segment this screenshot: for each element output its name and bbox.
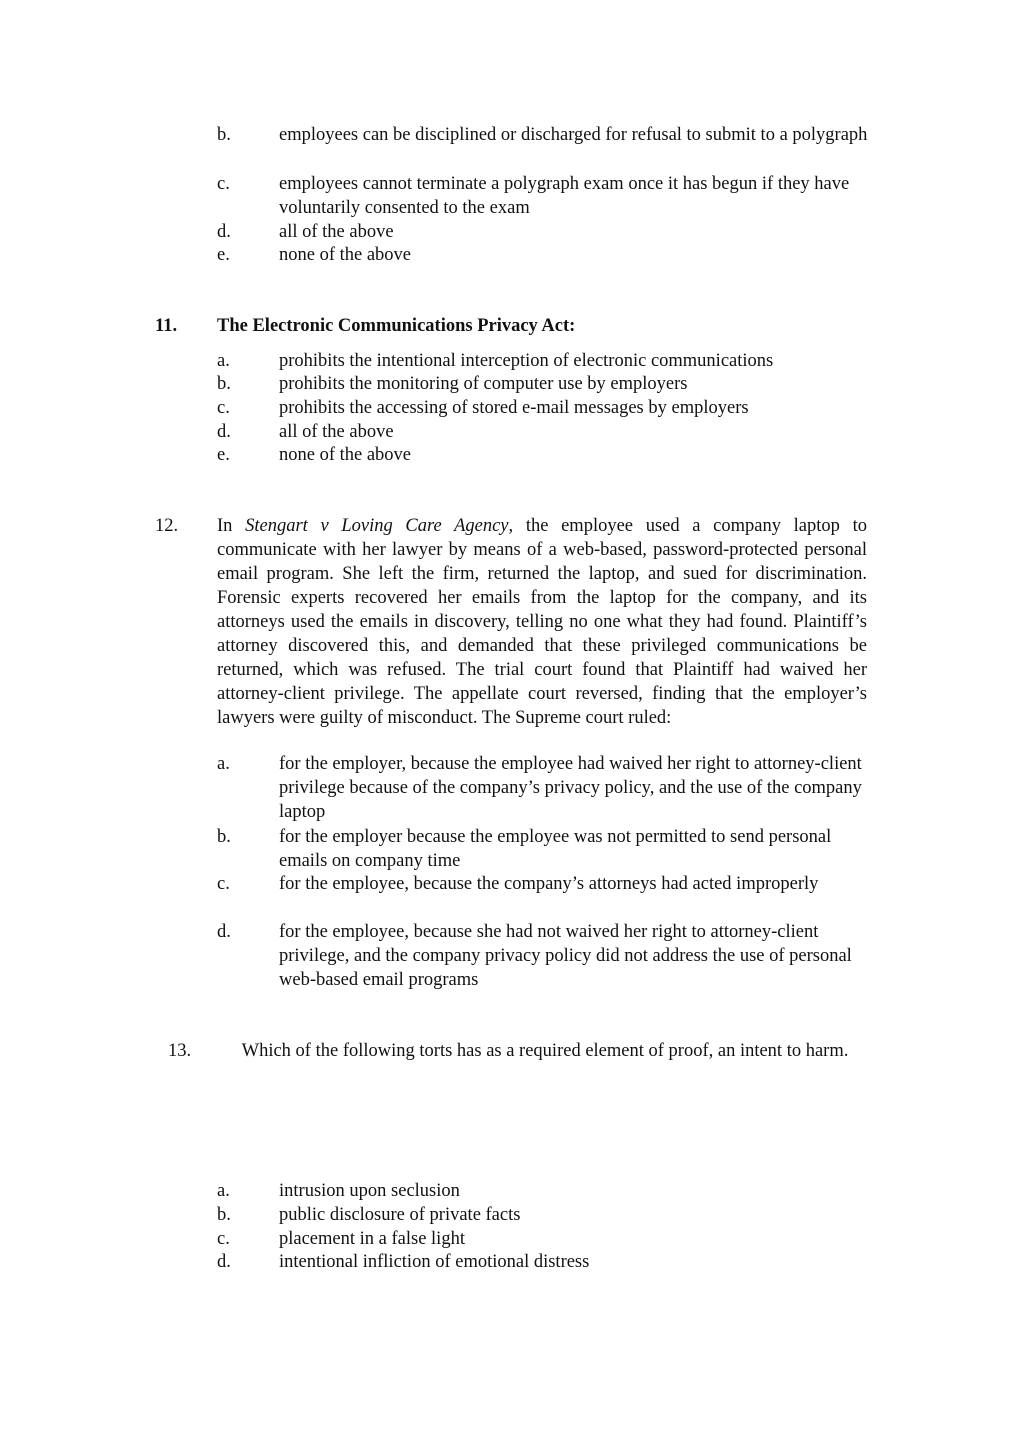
option-letter: d. xyxy=(217,1252,231,1272)
option-text: prohibits the intentional interception of electronic communications xyxy=(279,351,774,371)
q12-intro: In xyxy=(217,516,246,536)
option-text: none of the above xyxy=(279,445,412,465)
q12-case-name: Stengart v Loving Care Agency xyxy=(245,516,509,536)
option-letter: a. xyxy=(217,351,230,371)
option-letter: d. xyxy=(217,422,231,442)
option-letter: b. xyxy=(217,827,231,847)
option-text: none of the above xyxy=(279,245,412,265)
q11-question: The Electronic Communications Privacy Act: xyxy=(217,316,576,336)
option-letter: b. xyxy=(217,125,231,145)
option-letter: e. xyxy=(217,245,230,265)
option-letter: b. xyxy=(217,374,231,394)
option-letter: c. xyxy=(217,398,230,418)
option-letter: d. xyxy=(217,922,231,942)
option-letter: c. xyxy=(217,1229,230,1249)
option-text: employees cannot terminate a polygraph exam once it has begun if they have voluntarily consented to the exam xyxy=(279,174,850,218)
option-text: intentional infliction of emotional distress xyxy=(279,1252,590,1272)
option-letter: c. xyxy=(217,174,230,194)
option-text: public disclosure of private facts xyxy=(279,1205,521,1225)
option-letter: a. xyxy=(217,754,230,774)
q13-question: Which of the following torts has as a required element of proof, an intent to harm. xyxy=(241,1041,849,1061)
option-text: intrusion upon seclusion xyxy=(279,1181,460,1201)
q13-number: 13. xyxy=(168,1041,192,1061)
option-letter: a. xyxy=(217,1181,230,1201)
option-letter: b. xyxy=(217,1205,231,1225)
option-letter: e. xyxy=(217,445,230,465)
q12-question xyxy=(217,514,867,730)
option-text: prohibits the accessing of stored e-mail messages by employers xyxy=(279,398,749,418)
option-text: for the employee, because she had not waived her right to attorney-client privilege, and the company privacy policy did not address the use of personal web-based email programs xyxy=(279,922,852,990)
q11-number: 11. xyxy=(155,316,178,336)
option-text: for the employer, because the employee had waived her right to attorney-client privilege because of the company’s privacy policy, and the use of the company laptop xyxy=(279,754,862,822)
option-letter: d. xyxy=(217,222,231,242)
option-text: prohibits the monitoring of computer use by employers xyxy=(279,374,688,394)
option-text: for the employer because the employee was not permitted to send personal emails on company time xyxy=(279,827,832,871)
q12-number: 12. xyxy=(155,516,179,536)
option-text: for the employee, because the company’s attorneys had acted improperly xyxy=(279,874,819,894)
option-text: all of the above xyxy=(279,422,394,442)
q12-question-rest: , the employee used a company laptop to communicate with her lawyer by means of a web-based, password-protected personal email program. She left the firm, returned the laptop, and sued for discrimination. Forensic experts recovered her emails from the laptop for the company, and its attorneys used the emails in discovery, telling no one what they had found. Plaintiff’s attorney discovered this, and demanded that these privileged communications be returned, which was refused. The trial court found that Plaintiff had waived her attorney-client privilege. The appellate court reversed, finding that the employer’s lawyers were guilty of misconduct. The Supreme court ruled: xyxy=(217,516,867,728)
option-text: placement in a false light xyxy=(279,1229,465,1249)
option-text: all of the above xyxy=(279,222,394,242)
option-letter: c. xyxy=(217,874,230,894)
option-text: employees can be disciplined or discharged for refusal to submit to a polygraph xyxy=(279,125,868,145)
